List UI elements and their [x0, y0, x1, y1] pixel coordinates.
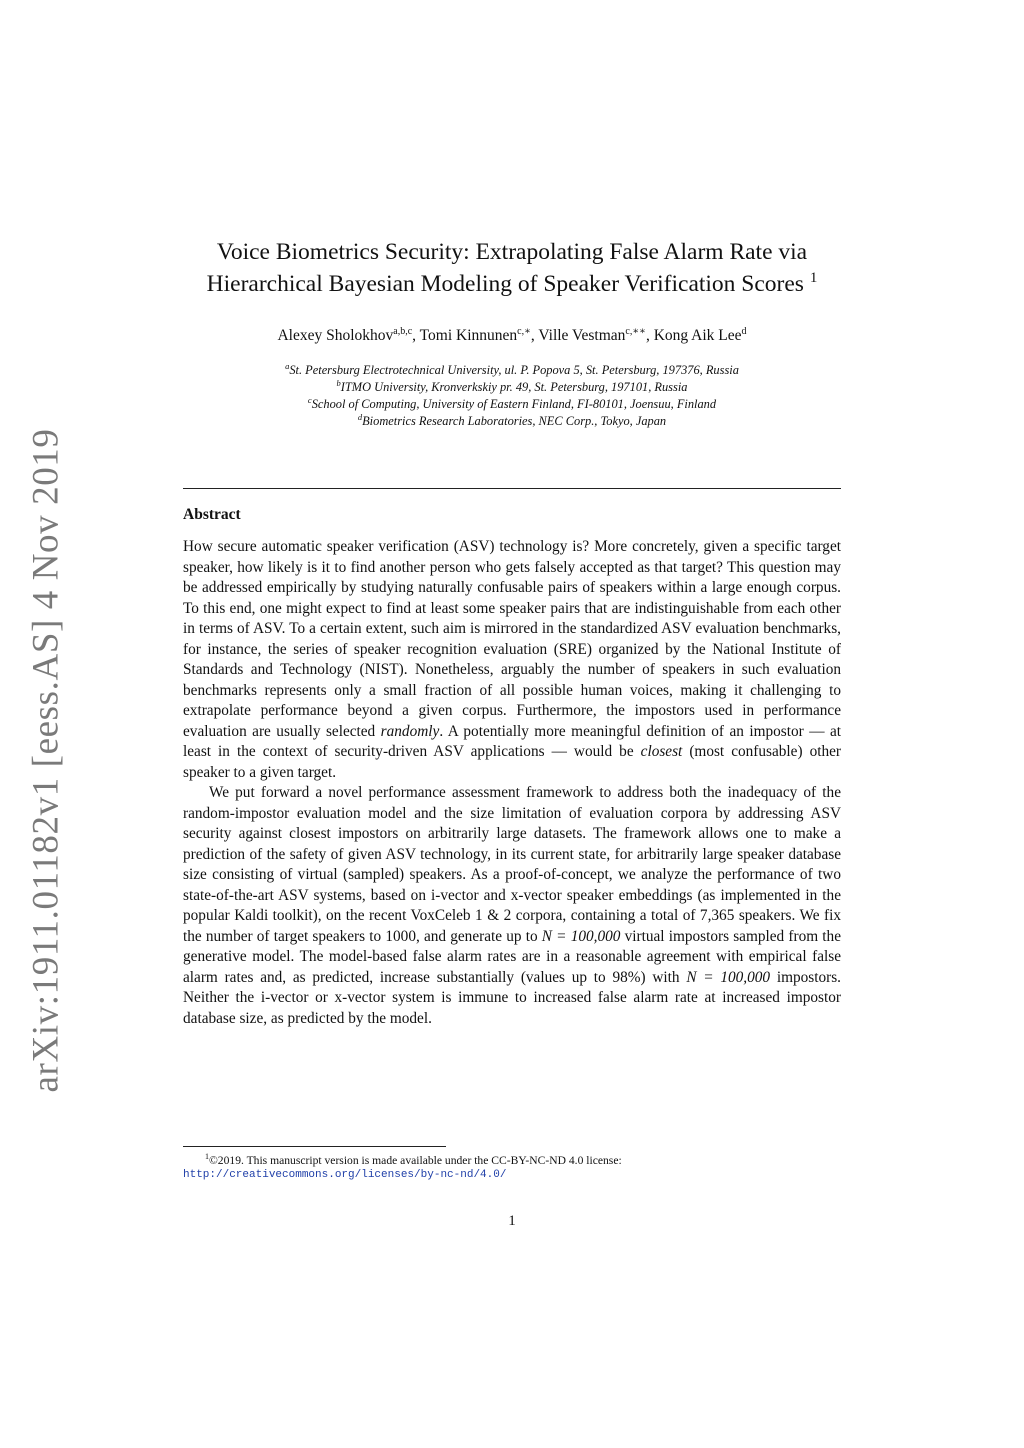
affiliation-text: ITMO University, Kronverkskiy pr. 49, St. Petersburg, 197101, Russia [340, 380, 688, 394]
affiliation-line [183, 362, 841, 379]
affiliation-list [183, 362, 841, 430]
affiliation-mark: d [357, 412, 363, 422]
author-separator: , [530, 327, 539, 344]
title-line-1: Voice Biometrics Security: Extrapolating False Alarm Rate via [216, 239, 808, 265]
abstract-p2-text-c: impostors. Neither the i-vector or x-vector system is immune to increased false alarm rate at increased impostor database size, as predicted by the model. [183, 968, 842, 1027]
paper-title [183, 236, 841, 300]
abstract-p1-text-a: How secure automatic speaker verification (ASV) technology is? More concretely, given a specific target speaker, how likely is it to find another person who gets falsely accepted as that target? This question may be addressed empirically by studying naturally confusable pairs of speakers within a large enough corpus. To this end, one might expect to find at least some speaker pairs that are indistinguishable from each other in terms of ASV. To a certain extent, such aim is mirrored in the standardized ASV evaluation benchmarks, for instance, the series of speaker recognition evaluation (SRE) organized by the National Institute of Standards and Technology (NIST). Nonetheless, arguably the number of speakers in such evaluation benchmarks represents only a small fraction of all possible human voices, making it challenging to extrapolate performance beyond a given corpus. Furthermore, the impostors used in performance evaluation are usually selected [183, 538, 841, 740]
footnote [183, 1153, 841, 1183]
affiliation-text: School of Computing, University of Eastern Finland, FI-80101, Joensuu, Finland [311, 397, 717, 411]
author-name: Ville Vestman [538, 327, 626, 344]
author-marks: a,b,c [393, 326, 413, 337]
affiliation-line [183, 396, 841, 413]
author-name: Tomi Kinnunen [419, 327, 518, 344]
affiliation-text: Biometrics Research Laboratories, NEC Corp., Tokyo, Japan [362, 414, 667, 428]
affiliation-mark: c [307, 395, 312, 405]
abstract-p2-math-n: N = 100,000 [541, 927, 621, 945]
author-name: Kong Aik Lee [653, 327, 742, 344]
author-name: Alexey Sholokhov [277, 327, 394, 344]
abstract-p2-math-n: N = 100,000 [686, 968, 771, 986]
footnote-line [183, 1153, 841, 1168]
page-number: 1 [508, 1213, 516, 1229]
footnote-mark: 1 [205, 1152, 209, 1161]
abstract-body [183, 537, 841, 1029]
footnote-text: ©2019. This manuscript version is made available under the CC-BY-NC-ND 4.0 license: [209, 1154, 622, 1167]
license-link[interactable]: http://creativecommons.org/licenses/by-nc-nd/4.0/ [183, 1169, 507, 1181]
footnote-rule [183, 1146, 446, 1147]
abstract-paragraph-2 [183, 783, 841, 1029]
abstract-paragraph-1 [183, 537, 841, 783]
author-separator: , [645, 327, 654, 344]
title-line-2-text: Hierarchical Bayesian Modeling of Speaker Verification Scores [206, 271, 804, 297]
affiliation-mark: a [285, 361, 290, 371]
affiliation-line [183, 379, 841, 396]
affiliation-mark: b [336, 378, 341, 388]
arxiv-identifier-stamp [22, 428, 70, 1092]
abstract-top-rule [183, 488, 841, 489]
abstract-p1-emphasis-closest: closest [640, 743, 683, 760]
affiliation-text: St. Petersburg Electrotechnical University, ul. P. Popova 5, St. Petersburg, 197376, Russia [289, 363, 739, 377]
author-marks: d [741, 326, 747, 337]
title-footnote-marker: 1 [809, 270, 818, 286]
abstract-heading: Abstract [183, 506, 241, 523]
author-marks: c,∗∗ [625, 326, 646, 337]
arxiv-identifier-text: arXiv:1911.01182v1 [eess.AS] 4 Nov 2019 [25, 428, 67, 1092]
affiliation-line [183, 413, 841, 430]
abstract-p1-text-b: . A potentially more meaningful definition of an impostor — at least in the context of security-driven ASV applications — would be [183, 722, 841, 760]
author-list [183, 326, 841, 346]
abstract-p1-text-c: (most confusable) other speaker to a given target. [183, 743, 842, 781]
author-marks: c,∗ [517, 326, 531, 337]
abstract-p2-text-a: We put forward a novel performance assessment framework to address both the inadequacy of the random-impostor evaluation model and the size limitation of evaluation corpora by addressing ASV security against closest impostors on arbitrarily large datasets. The framework allows one to make a prediction of the safety of given ASV technology, in its current state, for arbitrarily large speaker database size consisting of virtual (sampled) speakers. As a proof-of-concept, we analyze the performance of two state-of-the-art ASV systems, based on i-vector and x-vector speaker embeddings (as implemented in the popular Kaldi toolkit), on the recent VoxCeleb 1 & 2 corpora, containing a total of 7,365 speakers. We fix the number of target speakers to 1000, and generate up to [183, 784, 841, 945]
abstract-p2-text-b: virtual impostors sampled from the generative model. The model-based false alarm rates are in a reasonable agreement with empirical false alarm rates and, as predicted, increase substantially (values up to 98%) with [183, 927, 841, 986]
author-separator: , [412, 327, 420, 344]
abstract-p1-emphasis-randomly: randomly [380, 722, 440, 740]
title-line-2 [183, 268, 841, 300]
